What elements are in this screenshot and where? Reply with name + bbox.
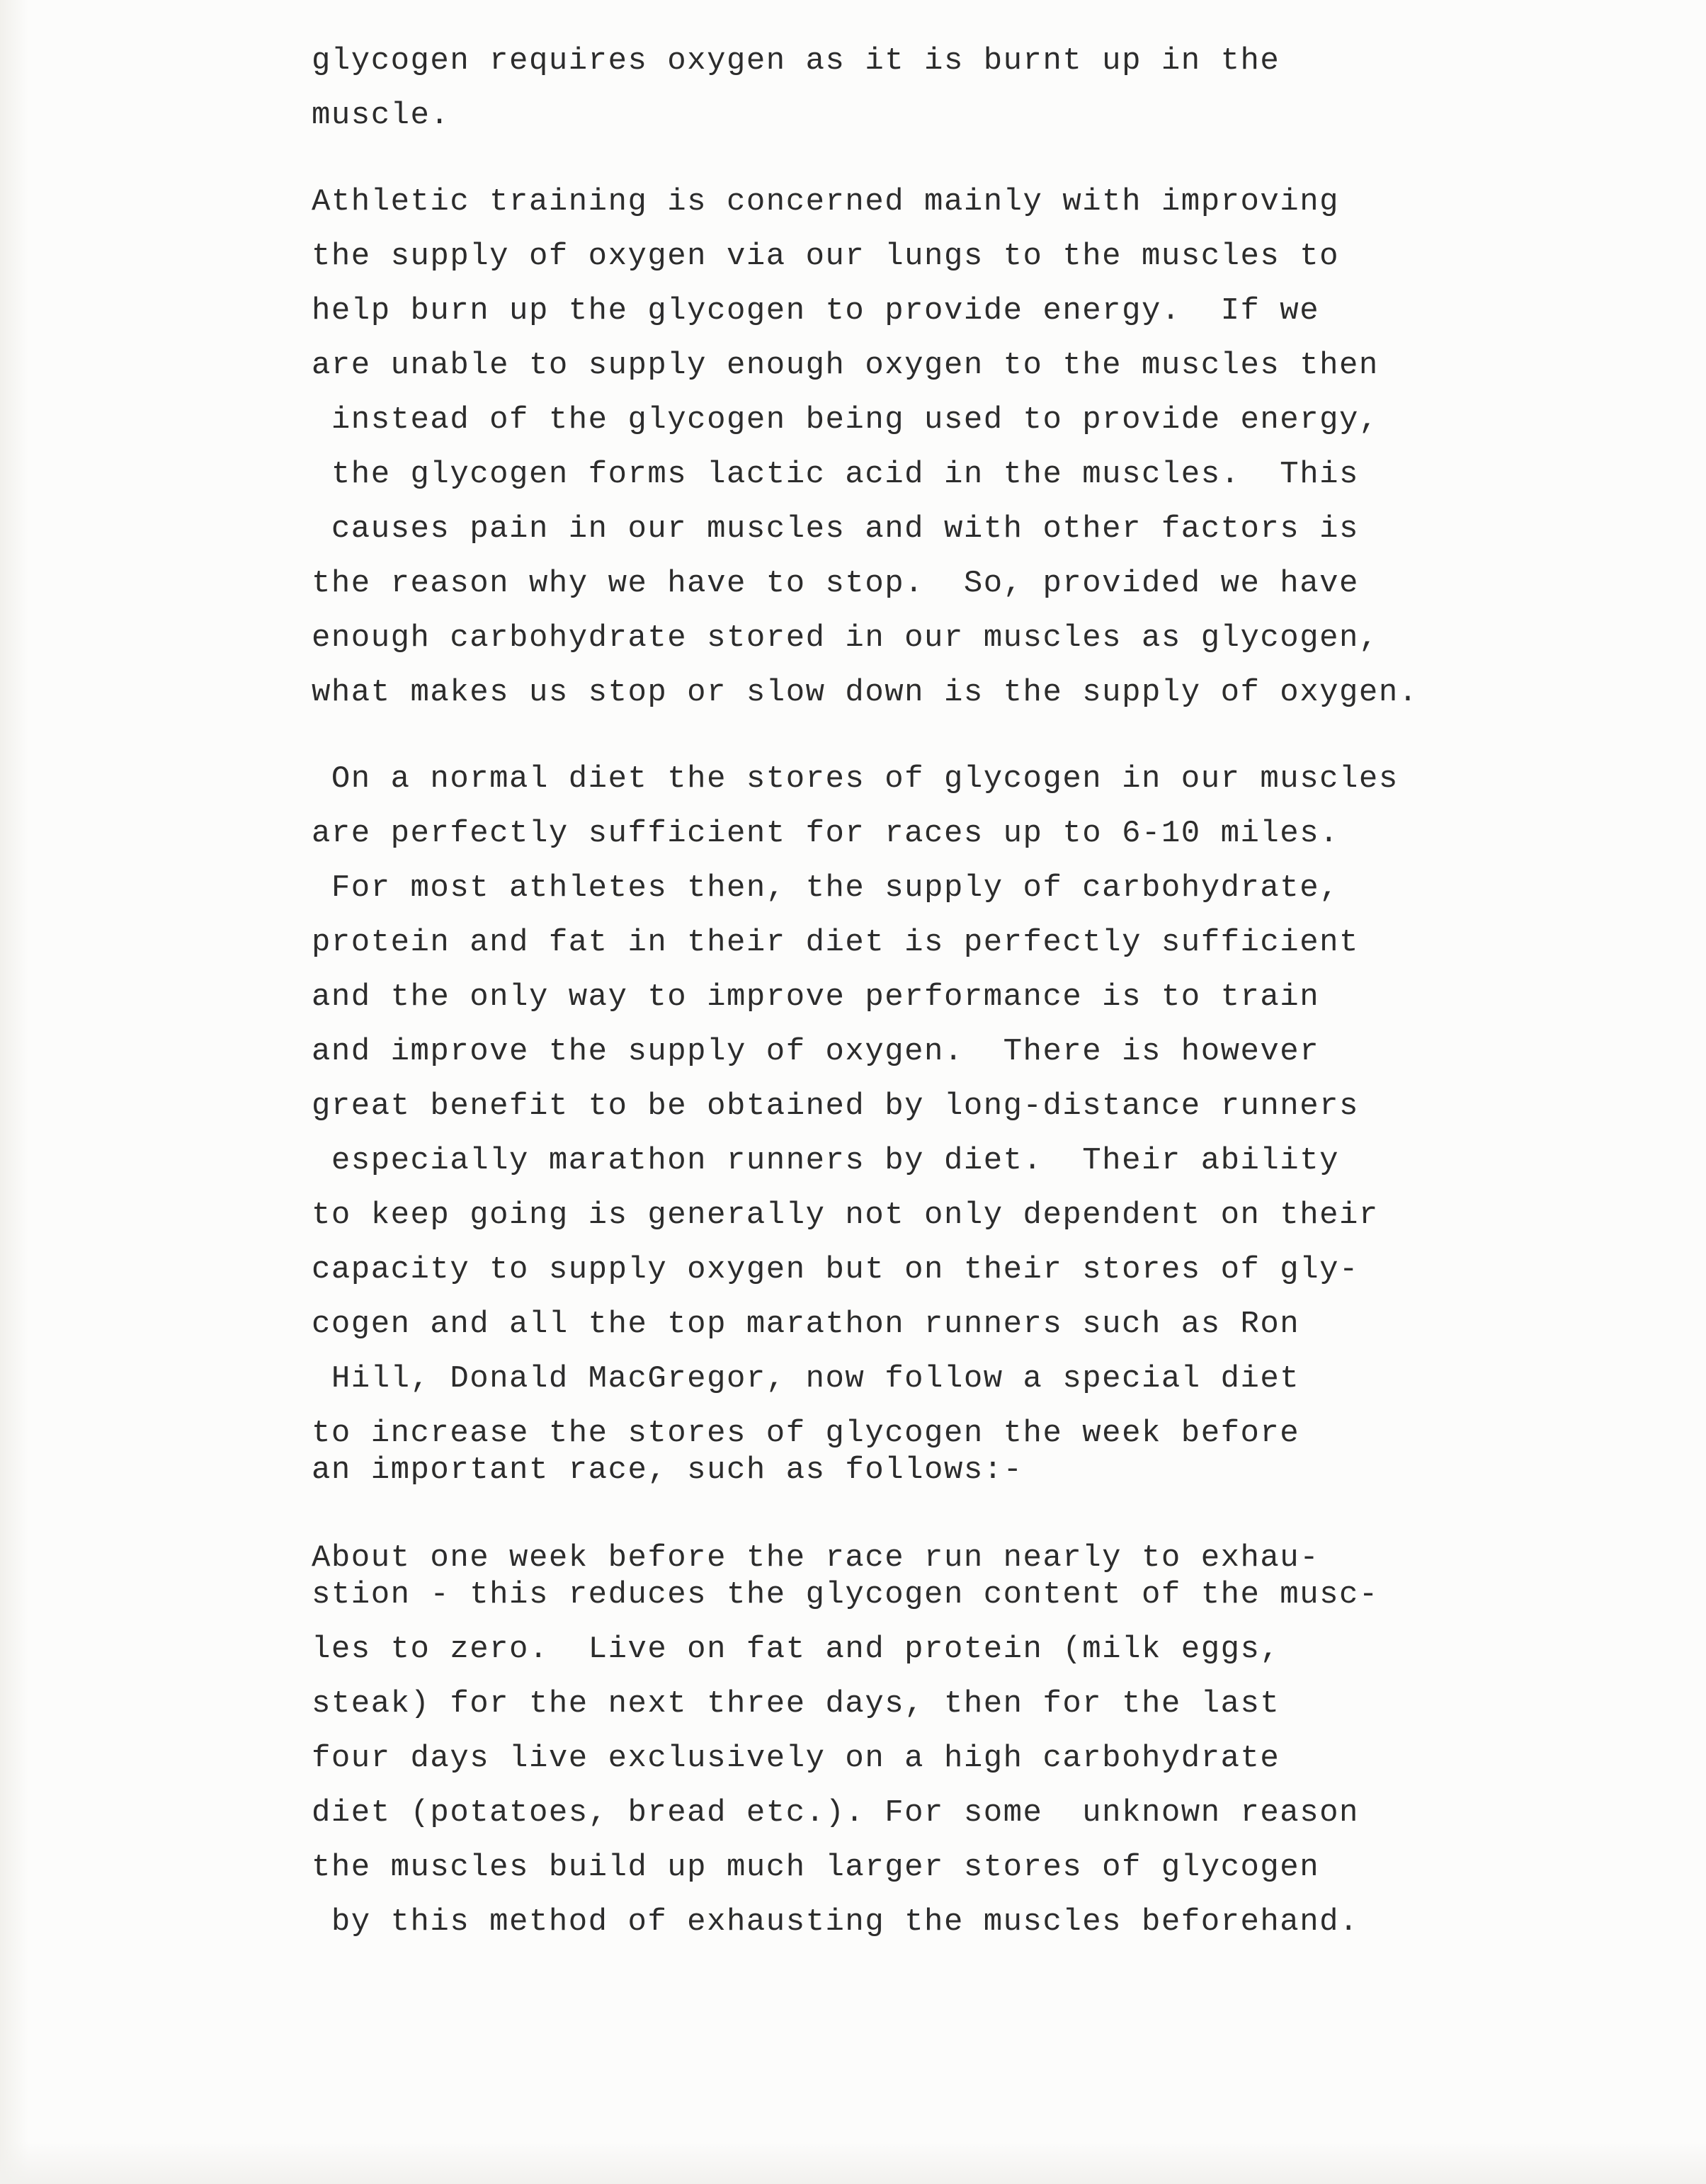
text-line: the glycogen forms lactic acid in the muscles. This [312, 457, 1359, 492]
text-line: enough carbohydrate stored in our muscles as glycogen, [312, 620, 1379, 656]
text-line: capacity to supply oxygen but on their stores of gly- [312, 1252, 1359, 1287]
text-line: and improve the supply of oxygen. There is however [312, 1034, 1320, 1069]
text-line: On a normal diet the stores of glycogen in our muscles [312, 761, 1399, 797]
text-line: About one week before the race run nearly to exhau- [312, 1540, 1320, 1576]
text-line: protein and fat in their diet is perfectly sufficient [312, 925, 1359, 960]
text-line: the muscles build up much larger stores of glycogen [312, 1850, 1320, 1885]
text-line: an important race, such as follows:- [312, 1452, 1023, 1488]
text-line: what makes us stop or slow down is the supply of oxygen. [312, 675, 1418, 710]
text-line: are perfectly sufficient for races up to 6-10 miles. [312, 816, 1340, 851]
typewritten-text [312, 34, 1558, 1950]
text-line: to keep going is generally not only dependent on their [312, 1198, 1379, 1233]
text-line: are unable to supply enough oxygen to the muscles then [312, 348, 1379, 383]
text-line: help burn up the glycogen to provide energy. If we [312, 293, 1320, 329]
text-line: cogen and all the top marathon runners such as Ron [312, 1307, 1300, 1342]
text-line: causes pain in our muscles and with other factors is [312, 511, 1359, 547]
text-line: and the only way to improve performance is to train [312, 979, 1320, 1015]
paragraph-gap [312, 1498, 1558, 1531]
paragraph-gap [312, 720, 1558, 752]
paragraph-normal-diet [312, 752, 1558, 1498]
text-line: especially marathon runners by diet. Their ability [312, 1143, 1340, 1178]
text-line: the supply of oxygen via our lungs to the muscles to [312, 239, 1340, 274]
paragraph-diet-procedure [312, 1531, 1558, 1950]
text-line: instead of the glycogen being used to provide energy, [312, 402, 1379, 438]
text-line: muscle. [312, 98, 450, 133]
text-line: diet (potatoes, bread etc.). For some unknown reason [312, 1795, 1359, 1831]
text-line: to increase the stores of glycogen the week before [312, 1416, 1300, 1451]
paragraph-athletic-training [312, 175, 1558, 720]
text-line: four days live exclusively on a high carbohydrate [312, 1741, 1280, 1776]
text-line: glycogen requires oxygen as it is burnt up in the [312, 43, 1280, 79]
text-line: steak) for the next three days, then for the last [312, 1686, 1280, 1722]
page-edge-shadow [0, 0, 28, 2184]
text-line: by this method of exhausting the muscles beforehand. [312, 1904, 1359, 1940]
text-line: stion - this reduces the glycogen content of the musc- [312, 1577, 1379, 1613]
text-line: Athletic training is concerned mainly with improving [312, 184, 1340, 220]
text-line: great benefit to be obtained by long-distance runners [312, 1088, 1359, 1124]
paragraph-glycogen-oxygen [312, 34, 1558, 143]
paragraph-gap [312, 143, 1558, 175]
text-line: les to zero. Live on fat and protein (milk eggs, [312, 1632, 1280, 1667]
text-line: For most athletes then, the supply of carbohydrate, [312, 870, 1340, 906]
text-line: the reason why we have to stop. So, provided we have [312, 566, 1359, 601]
text-line: Hill, Donald MacGregor, now follow a special diet [312, 1361, 1300, 1397]
page-bottom-shadow [0, 2142, 1706, 2184]
